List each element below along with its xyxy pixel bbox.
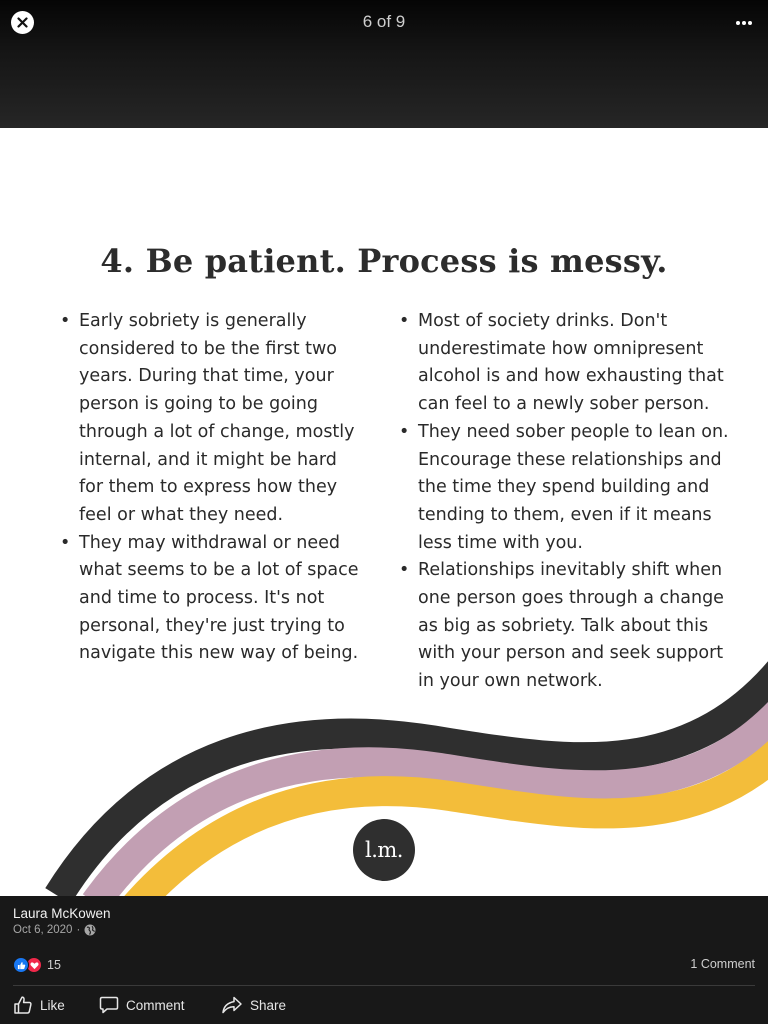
divider [13,985,755,986]
bullet-item: • Relationships inevitably shift when one person goes through a change as big as sobriety. Talk about this with your person and seek support in your own network. [399,557,739,696]
meta-separator: · [76,924,81,936]
post-photo[interactable] [0,128,768,896]
like-button[interactable] [13,995,65,1015]
photo-heading: 4. Be patient. Process is messy. [100,242,668,280]
reactions-count: 15 [47,958,61,972]
comments-count[interactable]: 1 Comment [690,957,755,971]
author-name[interactable]: Laura McKowen [13,906,111,921]
decorative-waves [0,128,768,896]
bullet-item: • They need sober people to lean on. Encourage these relationships and the time they spend building and tending to them, even if it means less time with you. [399,419,739,558]
comment-button[interactable] [99,995,185,1015]
share-arrow-icon [221,995,243,1015]
more-options-button[interactable] [732,12,756,34]
post-date[interactable]: Oct 6, 2020 [13,924,73,936]
share-label: Share [250,997,287,1013]
globe-icon [84,924,96,936]
post-actions [0,995,768,1017]
like-reaction-icon [13,957,29,973]
thumbs-up-icon [13,995,33,1015]
comment-label: Comment [126,997,185,1013]
share-button[interactable] [221,995,286,1015]
reactions-summary[interactable] [13,957,61,973]
bullet-item: • They may withdrawal or need what seems to be a lot of space and time to process. It's not personal, they're just trying to navigate this new way of being. [60,530,366,669]
like-label: Like [40,997,65,1013]
comment-bubble-icon [99,995,119,1015]
bullet-item: • Most of society drinks. Don't underestimate how omnipresent alcohol is and how exhausting that can feel to a newly sober person. [399,308,739,419]
more-horizontal-icon [735,20,753,26]
post-meta [13,924,96,936]
photo-counter: 6 of 9 [362,12,406,31]
post-footer [0,896,768,1024]
brand-logo: l.m. [353,819,415,881]
viewer-top-bar [0,0,768,128]
bullet-item: • Early sobriety is generally considered to be the first two years. During that time, your person is going to be going through a lot of change, mostly internal, and it might be hard for them to express how they feel or what they need. [60,308,366,530]
